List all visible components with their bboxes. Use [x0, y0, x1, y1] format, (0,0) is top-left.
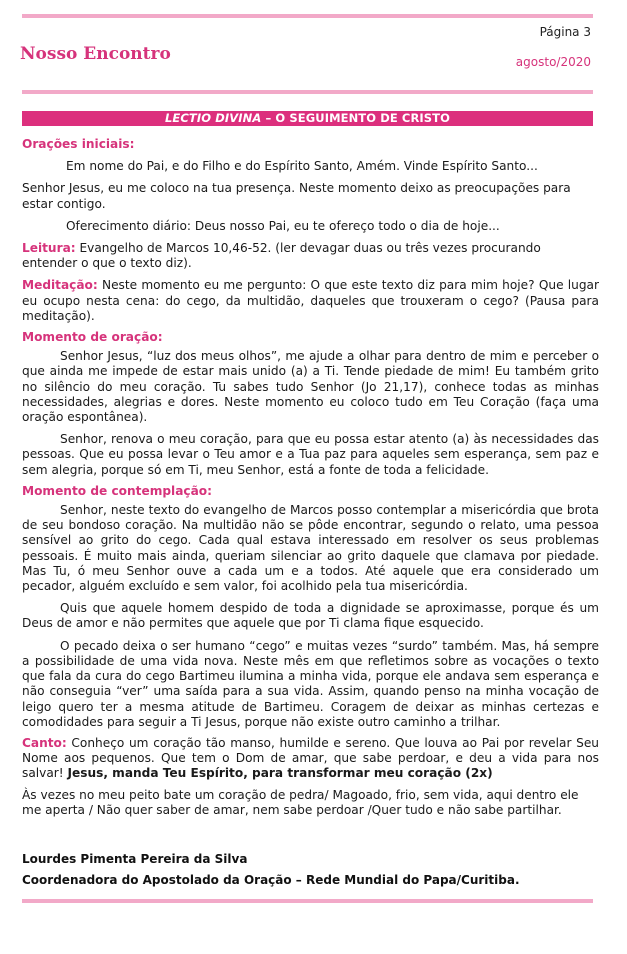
canto-label: Canto:	[22, 735, 67, 750]
meditacao-paragraph	[22, 278, 599, 324]
banner-rest: – O SEGUIMENTO DE CRISTO	[261, 111, 451, 125]
oracao-p2: Senhor, renova o meu coração, para que eu possa estar atento (a) às necessidades das pessoas. Que eu possa levar o Teu amor e a Tua paz para aqueles sem esperança, sem paz e sem alegria, porque só em Ti, meu Senhor, está a fonte de toda a felicidade.	[22, 432, 599, 477]
oracao-p1: Senhor Jesus, “luz dos meus olhos”, me ajude a olhar para dentro de mim e perceber o que ainda me impede de estar mais unido (a) a Ti. Tende piedade de mim! Eu também grito no silêncio do meu coração. Tu sabes tudo Senhor (Jo 21,17), conhece todas as minhas necessidades, alegrias e dores. Neste momento eu coloco tudo em Teu Coração (faça uma oração espontânea).	[22, 349, 599, 425]
oracoes-p2: Senhor Jesus, eu me coloco na tua presença. Neste momento deixo as preocupações para estar contigo.	[22, 181, 571, 211]
canto-text: Conheço um coração tão manso, humilde e sereno. Que louva ao Pai por revelar Seu Nome aos pequenos. Que tem o Dom de amar, que sabe perdoar, e deu a vida para nos salvar!	[22, 735, 599, 781]
leitura-text: Evangelho de Marcos 10,46-52. (ler devagar duas ou três vezes procurando entender o que o texto diz).	[22, 241, 541, 271]
canto-paragraph	[22, 736, 599, 782]
contemplacao-p3: O pecado deixa o ser humano “cego” e muitas vezes “surdo” também. Mas, há sempre a possibilidade de uma vida nova. Neste mês em que refletimos sobre as vocações o texto que fala da cura do cego Bartimeu ilumina a minha vida, porque ele andava sem esperança e não conseguia “ver” uma saída para a sua vida. Assim, quando penso na minha vocação de leigo quero ter a mesma atitude de Bartimeu. Coragem de deixar as minhas certezas e comodidades para seguir a Ti Jesus, porque não existe outro caminho a trilhar.	[22, 638, 599, 729]
leitura-paragraph	[22, 241, 599, 271]
contemplacao-p1: Senhor, neste texto do evangelho de Marcos posso contemplar a misericórdia que brota de seu bondoso coração. Na multidão não se pôde encontrar, segundo o relato, uma pessoa sensível ao grito do cego. Cada qual estava interessado em resolver os seus problemas pessoais. É muito mais ainda, queriam silenciar ao grito daquele que clamava por piedade. Mas Tu, ó meu Senhor ouve a cada um e a todos. Até aquele que era considerado um pecador, alguém excluído e sem valor, foi acolhido pela tua misericórdia.	[22, 503, 599, 594]
contemplacao-p2: Quis que aquele homem despido de toda a dignidade se aproximasse, porque és um Deus de amor e não permites que aquele que por Ti clama fique esquecido.	[22, 601, 599, 631]
bottom-rule	[22, 899, 593, 903]
author-name: Lourdes Pimenta Pereira da Silva	[22, 852, 248, 866]
oracoes-p1: Em nome do Pai, e do Filho e do Espírito Santo, Amém. Vinde Espírito Santo...	[66, 159, 538, 174]
meditacao-label: Meditação:	[22, 278, 98, 293]
heading-oracoes: Orações iniciais:	[22, 137, 135, 151]
meditacao-text: Neste momento eu me pergunto: O que este texto diz para mim hoje? Que lugar eu ocupo nesta cena: do cego, da multidão, daqueles que trouxeram o cego? (Pausa para meditação).	[22, 278, 599, 323]
heading-contemplacao: Momento de contemplação:	[22, 483, 212, 498]
page-number: Página 3	[539, 25, 591, 39]
author-role: Coordenadora do Apostolado da Oração – Rede Mundial do Papa/Curitiba.	[22, 873, 520, 887]
oracoes-p3: Oferecimento diário: Deus nosso Pai, eu te ofereço todo o dia de hoje...	[66, 218, 500, 233]
heading-oracao: Momento de oração:	[22, 330, 163, 345]
issue-date: agosto/2020	[515, 55, 591, 69]
leitura-label: Leitura:	[22, 241, 76, 256]
banner-italic: LECTIO DIVINA	[164, 111, 262, 125]
section-banner	[22, 111, 593, 126]
article-body	[22, 137, 599, 818]
canto-refrain: Jesus, manda Teu Espírito, para transformar meu coração (2x)	[67, 766, 493, 781]
header-rule	[22, 90, 593, 94]
masthead-title: Nosso Encontro	[20, 44, 171, 64]
canto-verse2: Às vezes no meu peito bate um coração de pedra/ Magoado, frio, sem vida, aqui dentro ele me aperta / Não quer saber de amar, nem sabe perdoar /Quer tudo e não sabe partilhar.	[22, 787, 579, 817]
top-rule	[22, 14, 593, 18]
